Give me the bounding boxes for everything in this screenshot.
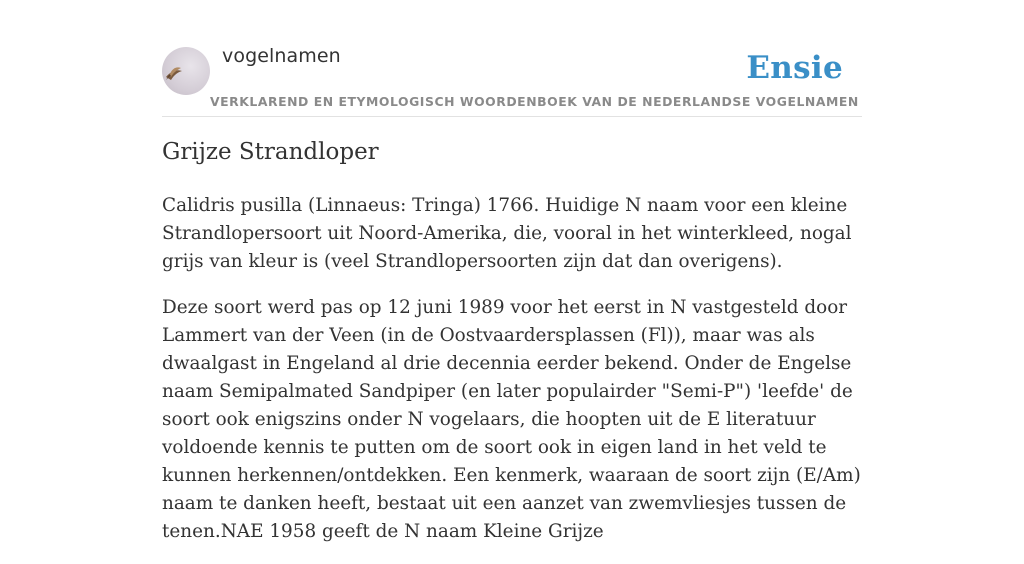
article-body bbox=[162, 192, 862, 564]
site-name[interactable]: vogelnamen bbox=[222, 45, 341, 67]
article-paragraph: Calidris pusilla (Linnaeus: Tringa) 1766. Huidige N naam voor een kleine Strandlopersoort uit Noord-Amerika, die, vooral in het winterkleed, nogal grijs van kleur is (veel Strandlopersoorten zijn dat dan overigens). bbox=[162, 195, 852, 272]
page-title: Grijze Strandloper bbox=[162, 139, 379, 165]
site-header bbox=[162, 0, 862, 117]
bird-avatar-icon[interactable] bbox=[162, 47, 210, 95]
bird-silhouette-icon bbox=[162, 47, 210, 95]
brand-logo[interactable]: Ensie bbox=[746, 50, 843, 86]
article-paragraph: Deze soort werd pas op 12 juni 1989 voor het eerst in N vastgesteld door Lammert van der Veen (in de Oostvaardersplassen (Fl)), maar was als dwaalgast in Engeland al drie decennia eerder bekend. Onder de Engelse naam Semipalmated Sandpiper (en later populairder "Semi-P") 'leefde' de soort ook enigszins onder N vogelaars, die hoopten uit de E literatuur voldoende kennis te putten om de soort ook in eigen land in het veld te kunnen herkennen/ontdekken. Een kenmerk, waaraan de soort zijn (E/Am) naam te danken heeft, bestaat uit een aanzet van zwemvliesjes tussen de tenen.NAE 1958 geeft de N naam Kleine Grijze bbox=[162, 297, 861, 542]
page bbox=[162, 0, 862, 542]
site-subtitle: VERKLAREND EN ETYMOLOGISCH WOORDENBOEK VAN DE NEDERLANDSE VOGELNAMEN bbox=[210, 94, 859, 109]
